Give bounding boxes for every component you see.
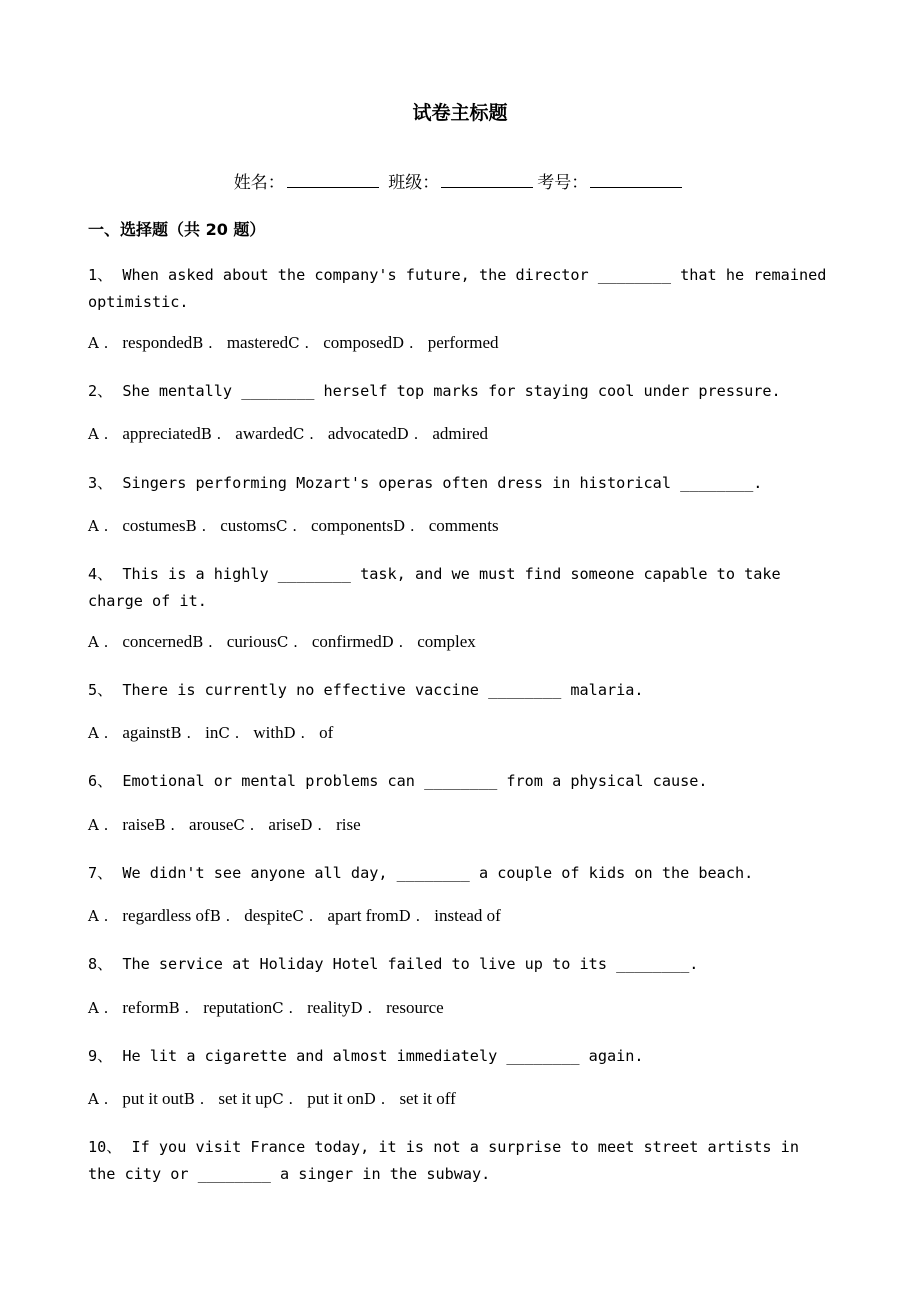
option-text[interactable]: concerned: [122, 632, 193, 651]
question-text: This is a highly ________ task, and we must find someone capable to take charge of it.: [88, 565, 781, 610]
question-text: Singers performing Mozart's operas often dress in historical ________.: [122, 474, 763, 492]
options-row-3: [88, 516, 828, 536]
question-number: 1、: [88, 266, 113, 284]
option-text[interactable]: performed: [427, 333, 499, 352]
options-row-7: [88, 906, 828, 926]
question-7: [88, 860, 828, 887]
option-text[interactable]: advocated: [327, 424, 397, 443]
question-3: [88, 470, 828, 497]
option-text[interactable]: with: [253, 723, 284, 742]
question-number: 2、: [88, 382, 113, 400]
section-heading: 一、选择题（共 20 题）: [88, 220, 266, 239]
option-text[interactable]: instead of: [434, 906, 501, 925]
option-letter: A .: [88, 907, 109, 925]
page-title: 试卷主标题: [412, 102, 508, 124]
option-letter: D .: [283, 724, 306, 742]
question-text: If you visit France today, it is not a surprise to meet street artists in the city or ________ a singer in the subway.: [88, 1138, 799, 1183]
option-text[interactable]: responded: [122, 333, 193, 352]
option-letter: C .: [276, 633, 298, 651]
question-text: When asked about the company's future, the director ________ that he remained optimistic.: [88, 266, 827, 311]
option-letter: B .: [209, 907, 231, 925]
option-text[interactable]: admired: [432, 424, 489, 443]
option-text[interactable]: awarded: [235, 424, 293, 443]
question-text: We didn't see anyone all day, ________ a couple of kids on the beach.: [122, 864, 754, 882]
option-letter: C .: [272, 1090, 294, 1108]
option-text[interactable]: reform: [122, 998, 169, 1017]
question-1: [88, 262, 828, 316]
options-row-4: [88, 632, 828, 652]
option-text[interactable]: components: [310, 516, 394, 535]
student-info-line: [0, 168, 920, 193]
option-text[interactable]: arise: [268, 815, 301, 834]
question-8: [88, 951, 828, 978]
name-blank: [287, 173, 379, 188]
option-letter: C .: [292, 425, 314, 443]
option-letter: A .: [88, 517, 109, 535]
option-text[interactable]: regardless of: [122, 906, 210, 925]
question-number: 8、: [88, 955, 113, 973]
question-number: 10、: [88, 1138, 122, 1156]
question-4: [88, 561, 828, 615]
option-text[interactable]: reality: [307, 998, 351, 1017]
options-row-5: [88, 723, 828, 743]
option-letter: C .: [292, 907, 314, 925]
option-letter: B .: [154, 816, 176, 834]
option-letter: A .: [88, 425, 109, 443]
option-text[interactable]: apart from: [327, 906, 399, 925]
option-letter: A .: [88, 816, 109, 834]
question-text: She mentally ________ herself top marks for staying cool under pressure.: [122, 382, 781, 400]
question-number: 6、: [88, 772, 113, 790]
option-text[interactable]: in: [205, 723, 219, 742]
option-letter: B .: [192, 334, 213, 352]
question-number: 5、: [88, 681, 113, 699]
option-letter: D .: [350, 999, 373, 1017]
option-letter: A .: [88, 724, 109, 742]
option-letter: B .: [183, 1090, 205, 1108]
question-10: [88, 1134, 828, 1188]
option-text[interactable]: reputation: [203, 998, 273, 1017]
option-text[interactable]: put it out: [122, 1089, 184, 1108]
option-letter: C .: [275, 517, 297, 535]
question-text: The service at Holiday Hotel failed to live up to its ________.: [122, 955, 699, 973]
option-text[interactable]: put it on: [307, 1089, 364, 1108]
question-text: There is currently no effective vaccine ________ malaria.: [122, 681, 644, 699]
option-letter: B .: [170, 724, 192, 742]
question-6: [88, 768, 828, 795]
question-text: Emotional or mental problems can ________ from a physical cause.: [122, 772, 708, 790]
question-9: [88, 1043, 828, 1070]
option-letter: B .: [192, 633, 213, 651]
id-label: 考号：: [537, 173, 589, 193]
option-letter: A .: [88, 999, 109, 1017]
class-blank: [441, 173, 533, 188]
options-row-1: [88, 333, 828, 353]
option-text[interactable]: complex: [417, 632, 476, 651]
option-letter: D .: [381, 633, 404, 651]
option-letter: D .: [363, 1090, 386, 1108]
option-letter: A .: [88, 334, 109, 352]
option-text[interactable]: comments: [428, 516, 499, 535]
option-letter: D .: [300, 816, 323, 834]
options-row-8: [88, 998, 828, 1018]
option-letter: C .: [218, 724, 240, 742]
question-number: 9、: [88, 1047, 113, 1065]
option-letter: D .: [392, 334, 414, 352]
option-text[interactable]: composed: [323, 333, 393, 352]
option-letter: D .: [393, 517, 415, 535]
option-text[interactable]: mastered: [226, 333, 289, 352]
option-letter: A .: [88, 1090, 109, 1108]
option-letter: C .: [288, 334, 310, 352]
question-5: [88, 677, 828, 704]
question-number: 4、: [88, 565, 113, 583]
option-text[interactable]: confirmed: [311, 632, 382, 651]
option-letter: B .: [185, 517, 207, 535]
option-text[interactable]: set it off: [399, 1089, 456, 1108]
option-letter: B .: [168, 999, 190, 1017]
question-number: 7、: [88, 864, 113, 882]
option-text[interactable]: resource: [386, 998, 444, 1017]
question-2: [88, 378, 828, 405]
options-row-2: [88, 424, 828, 444]
option-letter: C .: [272, 999, 294, 1017]
class-label: 班级：: [388, 173, 440, 193]
option-letter: D .: [398, 907, 421, 925]
option-text[interactable]: customs: [220, 516, 276, 535]
option-text[interactable]: rise: [336, 815, 361, 834]
option-text[interactable]: of: [319, 723, 334, 742]
options-row-6: [88, 815, 828, 835]
option-text[interactable]: curious: [226, 632, 277, 651]
option-text[interactable]: raise: [122, 815, 155, 834]
options-row-9: [88, 1089, 828, 1109]
id-blank: [590, 173, 682, 188]
option-text[interactable]: set it up: [218, 1089, 273, 1108]
option-text[interactable]: appreciated: [122, 424, 201, 443]
option-text[interactable]: against: [122, 723, 171, 742]
option-text[interactable]: costumes: [122, 516, 186, 535]
option-letter: C .: [233, 816, 255, 834]
option-letter: D .: [396, 425, 419, 443]
option-text[interactable]: arouse: [189, 815, 234, 834]
question-text: He lit a cigarette and almost immediately ________ again.: [122, 1047, 644, 1065]
option-text[interactable]: despite: [244, 906, 293, 925]
option-letter: B .: [200, 425, 222, 443]
question-number: 3、: [88, 474, 113, 492]
name-label: 姓名：: [233, 173, 285, 193]
option-letter: A .: [88, 633, 109, 651]
